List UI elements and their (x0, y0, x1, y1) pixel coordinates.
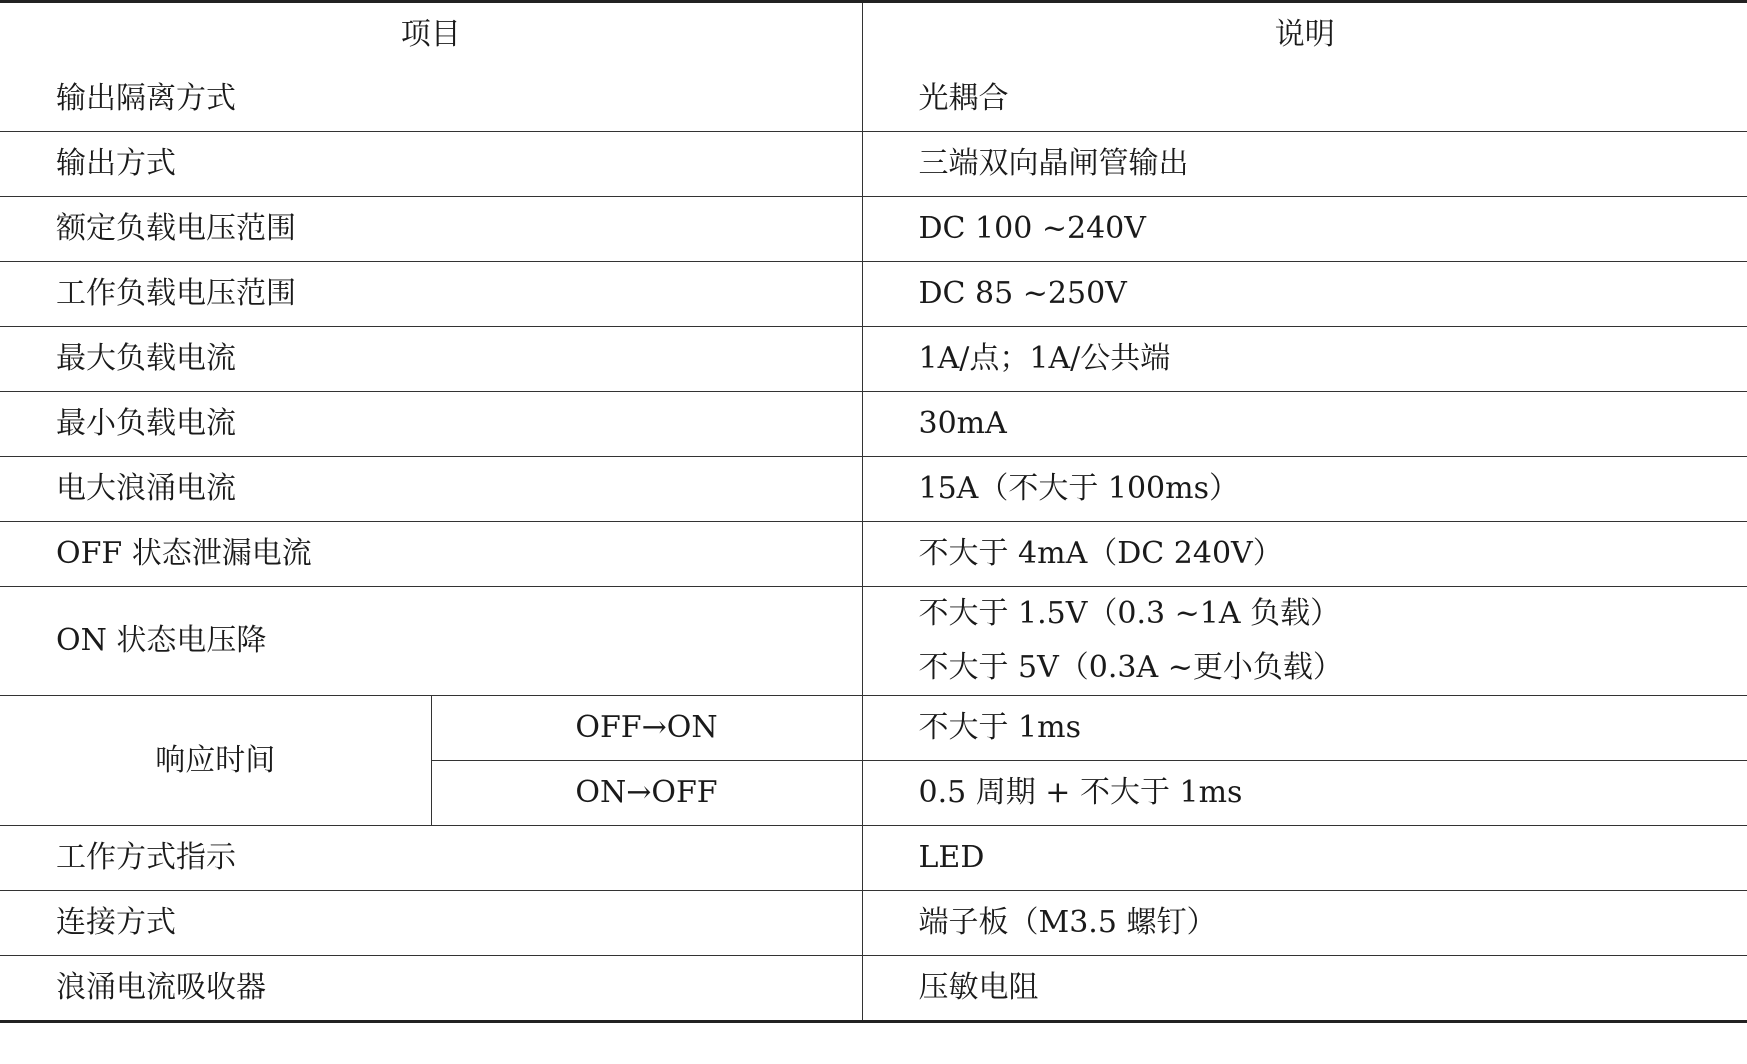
description-cell: 压敏电阻 (918, 970, 1039, 1005)
table-row-response-time (0, 696, 1747, 761)
description-line: 不大于 5V（0.3A ~更小负载） (918, 650, 1343, 685)
item-cell: 输出隔离方式 (0, 67, 862, 132)
description-line: 不大于 1.5V（0.3 ~1A 负载） (918, 596, 1341, 631)
table-row (0, 67, 1747, 132)
item-cell: 浪涌电流吸收器 (0, 956, 862, 1022)
item-cell: 最小负载电流 (0, 392, 862, 457)
item-cell: 最大负载电流 (0, 327, 862, 392)
sub-item-cell: OFF→ON (431, 696, 862, 761)
table-row (0, 327, 1747, 392)
description-cell: DC 100 ~240V (862, 197, 1747, 262)
item-cell: 额定负载电压范围 (0, 197, 862, 262)
item-cell: 工作方式指示 (0, 826, 862, 891)
description-cell: DC 85 ~250V (862, 262, 1747, 327)
item-cell: 电大浪涌电流 (0, 457, 862, 522)
header-item: 项目 (0, 2, 862, 68)
table-row (0, 522, 1747, 587)
response-time-label: 响应时间 (0, 696, 431, 826)
table-row (0, 457, 1747, 522)
table-row (0, 891, 1747, 956)
item-cell: 连接方式 (0, 891, 862, 956)
description-cell: 三端双向晶闸管输出 (862, 132, 1747, 197)
header-row (0, 2, 1747, 68)
description-cell: 30mA (862, 392, 1747, 457)
table-row (0, 132, 1747, 197)
description-cell: 光耦合 (862, 67, 1747, 132)
description-cell: 端子板（M3.5 螺钉） (862, 891, 1747, 956)
sub-item-cell: ON→OFF (431, 761, 862, 826)
table-row-on-voltage-drop (0, 587, 1747, 696)
item-cell: 输出方式 (0, 132, 862, 197)
item-cell: OFF 状态泄漏电流 (0, 522, 862, 587)
item-cell: ON 状态电压降 (0, 587, 862, 696)
description-cell: 1A/点；1A/公共端 (862, 327, 1747, 392)
description-cell: 不大于 4mA（DC 240V） (862, 522, 1747, 587)
table-row (0, 392, 1747, 457)
description-cell: LED (862, 826, 1747, 891)
table-row (0, 262, 1747, 327)
description-cell: 不大于 1ms (862, 696, 1747, 761)
table-row (0, 956, 1747, 1022)
header-description: 说明 (1274, 17, 1335, 52)
description-cell (862, 587, 1747, 696)
table-row (0, 197, 1747, 262)
item-cell: 工作负载电压范围 (0, 262, 862, 327)
table-row (0, 826, 1747, 891)
description-cell: 0.5 周期 + 不大于 1ms (862, 761, 1747, 826)
description-cell: 15A（不大于 100ms） (862, 457, 1747, 522)
